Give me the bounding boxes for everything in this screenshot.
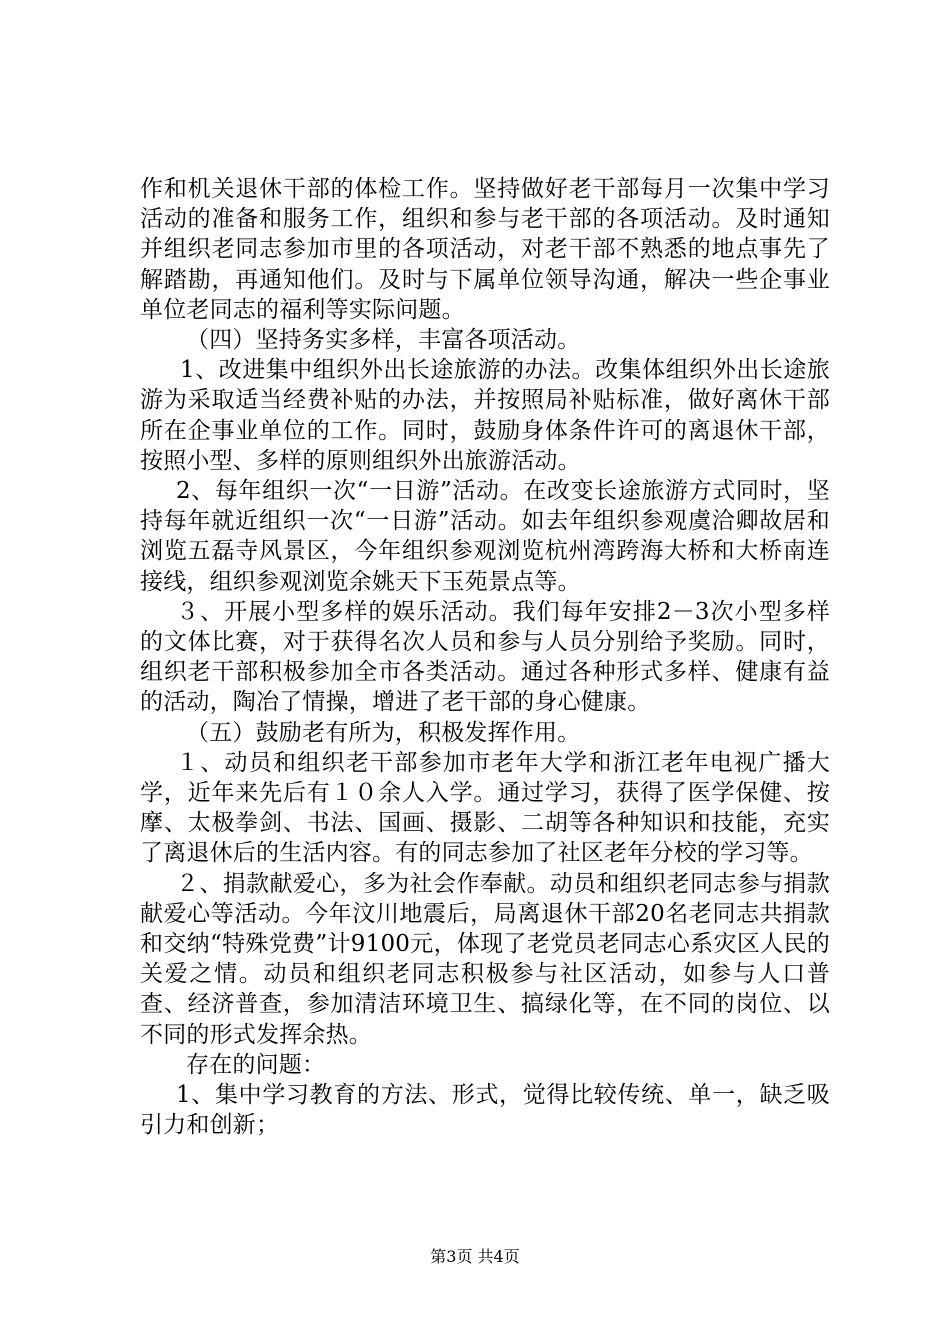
paragraph-long-trip: 1、改进集中组织外出长途旅游的办法。改集体组织外出长途旅游为采取适当经费补贴的办法，并按照局补贴标准，做好离休干部所在企事业单位的工作。同时，鼓励身体条件许可的离退休干部，按照小型、多样的原则组织外出旅游活动。: [140, 357, 830, 474]
paragraph-donation: ２、捐款献爱心，多为社会作奉献。动员和组织老同志参与捐款献爱心等活动。今年汶川地震后，局离退休干部20名老同志共捐款和交纳“特殊党费”计9100元，体现了老党员老同志心系灾区人民的关爱之情。动员和组织老同志积极参与社区活动，如参与人口普查、经济普查，参加清洁环境卫生、搞绿化等，在不同的岗位、以不同的形式发挥余热。: [140, 870, 830, 1048]
page-footer: 第3页 共4页: [430, 1247, 520, 1266]
heading-problems: 存在的问题：: [186, 1051, 326, 1078]
paragraph-one-day-trip: 2、每年组织一次“一日游”活动。在改变长途旅游方式同时，坚持每年就近组织一次“一日游”活动。如去年组织参观虞洽卿故居和浏览五磊寺风景区，今年组织参观浏览杭州湾跨海大桥和大桥南连接线，组织参观浏览余姚天下玉苑景点等。: [140, 478, 830, 595]
paragraph-senior-university: １、动员和组织老干部参加市老年大学和浙江老年电视广播大学，近年来先后有１０余人入学。通过学习，获得了医学保健、按摩、太极拳剑、书法、国画、摄影、二胡等各种知识和技能，充实了离退休后的生活内容。有的同志参加了社区老年分校的学习等。: [140, 749, 830, 867]
paragraph-checkup-work: 作和机关退休干部的体检工作。坚持做好老干部每月一次集中学习活动的准备和服务工作，组织和参与老干部的各项活动。及时通知并组织老同志参加市里的各项活动，对老干部不熟悉的地点事先了解踏勘，再通知他们。及时与下属单位领导沟通，解决一些企事业单位老同志的福利等实际问题。: [140, 176, 830, 323]
document-body: [140, 174, 830, 1141]
paragraph-problem-one: 1、集中学习教育的方法、形式，觉得比较传统、单一，缺乏吸引力和创新；: [140, 1082, 830, 1139]
paragraph-entertainment: ３、开展小型多样的娱乐活动。我们每年安排2－3次小型多样的文体比赛，对于获得名次人员和参与人员分别给予奖励。同时，组织老干部积极参加全市各类活动。通过各种形式多样、健康有益的活动，陶冶了情操，增进了老干部的身心健康。: [140, 598, 830, 716]
heading-section-five: （五）鼓励老有所为，积极发挥作用。: [186, 719, 581, 746]
heading-section-four: （四）坚持务实多样，丰富各项活动。: [186, 327, 581, 354]
